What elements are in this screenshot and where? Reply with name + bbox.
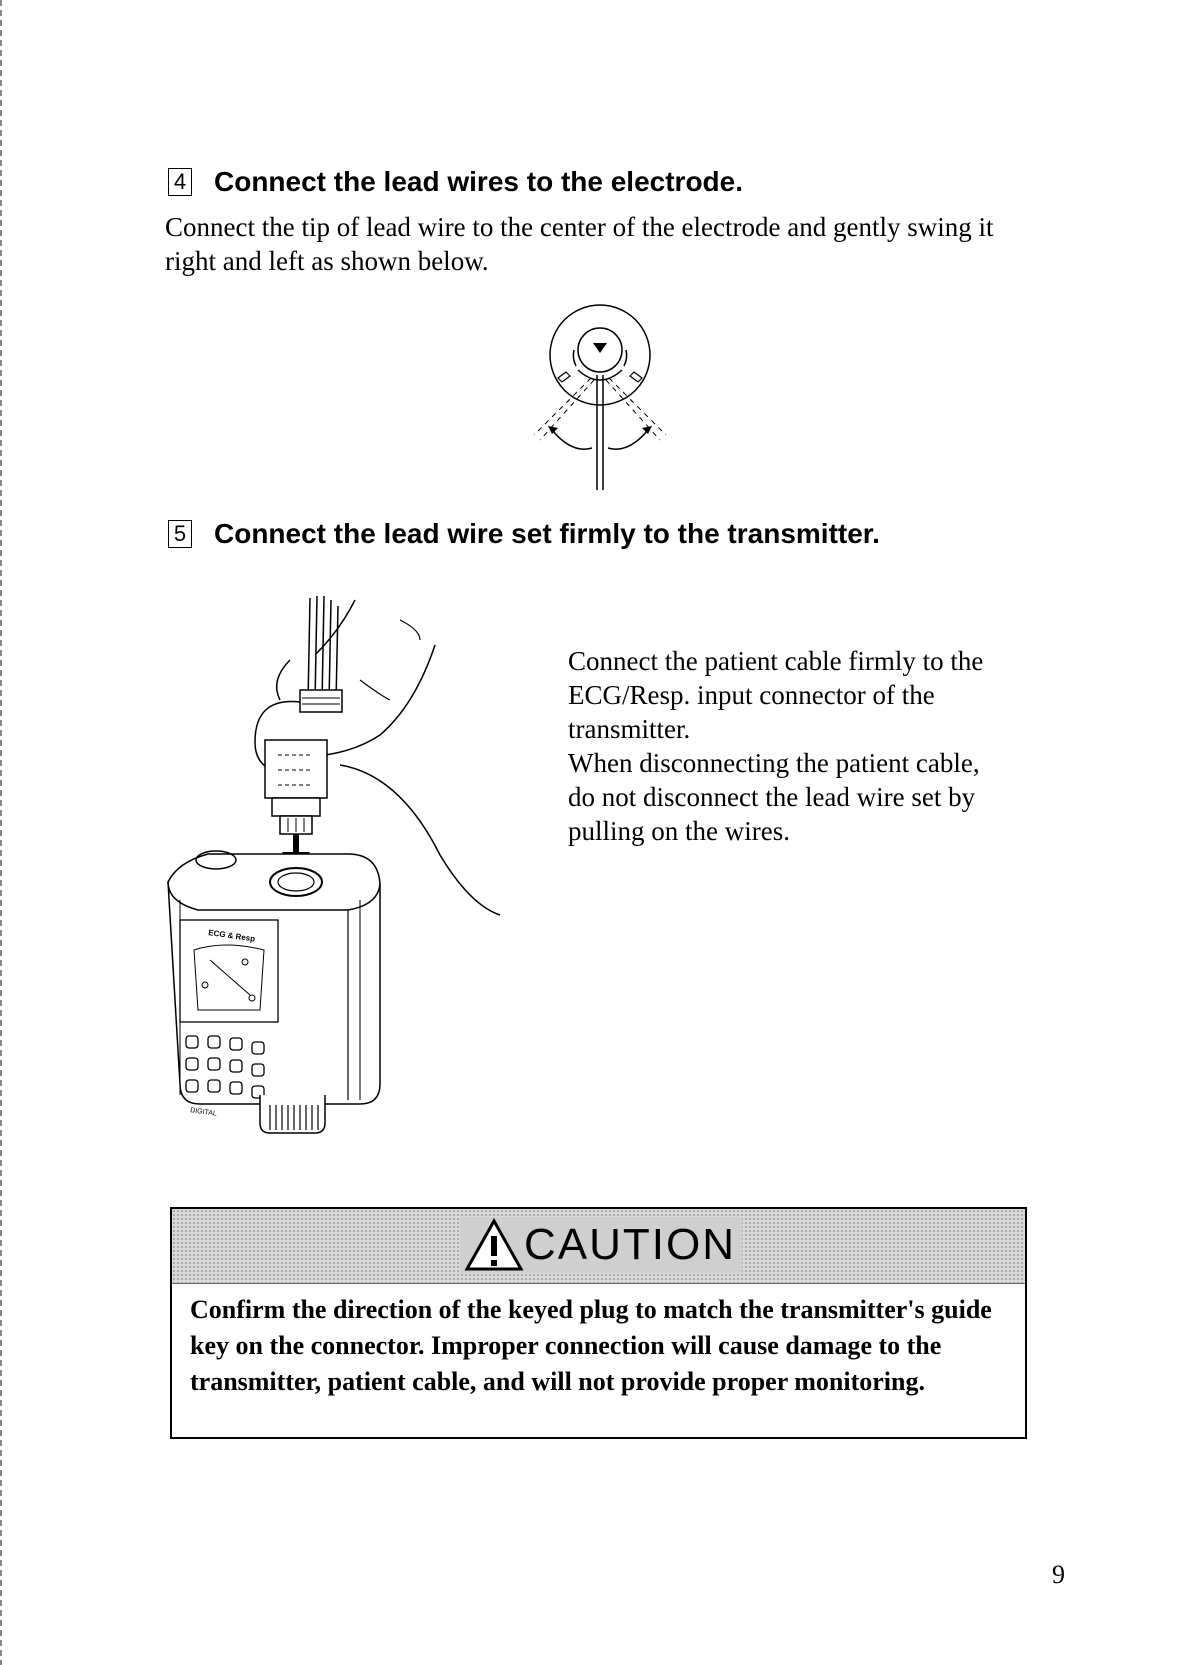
step-5-paragraph-connect: Connect the patient cable firmly to the ECG/Resp. input connector of the transmitter. <box>568 646 984 744</box>
step-5-body <box>568 644 1008 848</box>
step-5-number: 5 <box>168 520 192 548</box>
step-4-body: Connect the tip of lead wire to the center of the electrode and gently swing it right and left as shown below. <box>165 212 994 276</box>
warning-triangle-icon <box>464 1218 524 1272</box>
step-5-paragraph-disconnect: When disconnecting the patient cable, do not disconnect the lead wire set by pulling on the wires. <box>568 748 980 846</box>
transmitter-connection-illustration <box>160 590 520 1190</box>
step-4-number: 4 <box>168 168 192 196</box>
scan-edge <box>0 0 2 1665</box>
step-5-heading <box>168 518 880 550</box>
caution-title-wrap <box>460 1217 742 1273</box>
step-4-heading <box>168 166 743 198</box>
caution-title: CAUTION <box>524 1220 736 1269</box>
caution-header <box>172 1209 1025 1284</box>
panel-label: ECG & Resp <box>207 928 256 944</box>
step-4-title: Connect the lead wires to the electrode. <box>214 166 744 197</box>
brand-label: DIGITAL <box>189 1107 218 1118</box>
caution-text: Confirm the direction of the keyed plug to match the transmitter's guide key on the connector. Improper connection will cause damage to the transmitter, patient cable, and will not provide proper monitoring. <box>190 1295 992 1396</box>
caution-box <box>170 1207 1027 1439</box>
page-number: 9 <box>1052 1560 1065 1589</box>
step-5-title: Connect the lead wire set firmly to the transmitter. <box>214 518 880 549</box>
electrode-illustration <box>490 300 710 500</box>
